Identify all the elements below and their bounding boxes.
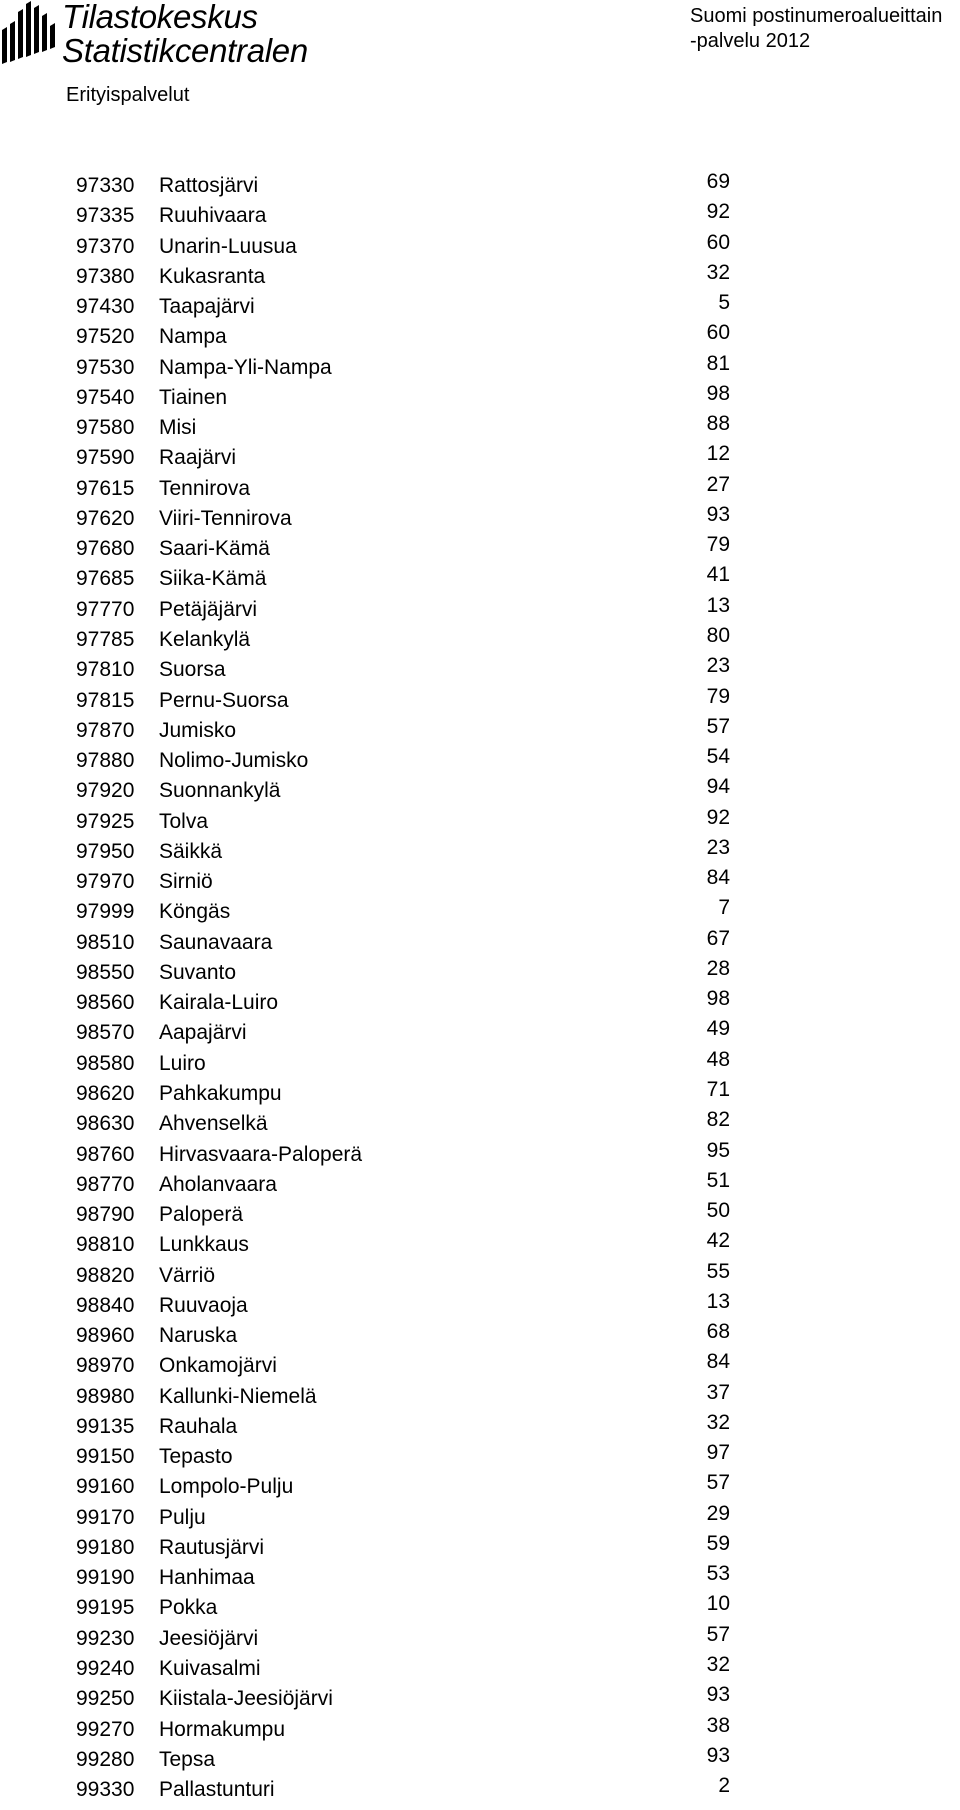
postal-code: 97925 [76,809,135,833]
table-row [0,1562,960,1596]
area-value: 28 [706,956,730,980]
postal-code: 97770 [76,597,135,621]
table-row [0,987,960,1021]
area-value: 32 [706,1653,730,1677]
postal-code: 99150 [76,1445,135,1469]
area-name: Kallunki-Niemelä [159,1384,317,1408]
postal-code: 98620 [76,1081,135,1105]
area-name: Kukasranta [159,264,266,288]
logo-line-finnish: Tilastokeskus [62,0,258,35]
table-row [0,321,960,355]
area-name: Petäjäjärvi [159,597,258,621]
area-value: 93 [706,1743,730,1767]
table-row [0,623,960,658]
area-name: Pahkakumpu [159,1081,282,1105]
postal-code: 98560 [76,991,135,1015]
area-value: 23 [706,654,730,678]
postal-code: 98550 [76,960,135,984]
table-row [0,1592,960,1626]
area-name: Unarin-Luusua [159,234,297,258]
area-name: Pallastunturi [159,1778,275,1802]
table-row [0,533,960,567]
postal-code-table [0,170,960,1808]
postal-code: 99170 [76,1505,135,1529]
table-row [0,563,960,597]
area-name: Aapajärvi [159,1021,247,1045]
postal-code: 99190 [76,1566,135,1590]
area-name: Tiainen [159,385,228,409]
logo-wordmark [62,0,308,68]
area-name: Tennirova [159,476,251,500]
area-value: 80 [706,623,730,647]
table-row [0,896,960,930]
area-value: 51 [706,1168,730,1192]
area-value: 13 [706,1289,730,1313]
table-row [0,1441,960,1475]
area-name: Ruuvaoja [159,1293,248,1317]
area-value: 53 [706,1562,730,1586]
table-row [0,1501,960,1536]
postal-code: 97785 [76,627,135,651]
area-value: 23 [706,835,730,859]
postal-code: 98790 [76,1203,135,1227]
area-name: Aholanvaara [159,1172,277,1196]
area-name: Onkamojärvi [159,1354,277,1378]
postal-code: 98970 [76,1354,135,1378]
area-name: Nampa-Yli-Nampa [159,355,332,379]
area-value: 48 [706,1047,730,1071]
area-name: Paloperä [159,1203,244,1227]
postal-code: 97920 [76,779,135,803]
postal-code: 98980 [76,1384,135,1408]
postal-code: 99250 [76,1687,135,1711]
postal-code: 99135 [76,1414,135,1438]
table-row [0,1622,960,1657]
area-name: Suorsa [159,658,226,682]
logo-line-swedish: Statistikcentralen [62,32,308,69]
table-row [0,1259,960,1294]
table-row [0,472,960,507]
table-row [0,1289,960,1324]
area-name: Tepasto [159,1445,233,1469]
table-row [0,1683,960,1717]
postal-code: 98840 [76,1293,135,1317]
area-value: 67 [706,926,730,950]
area-value: 94 [706,775,730,799]
area-value: 12 [706,442,730,466]
table-row [0,291,960,325]
table-row [0,412,960,446]
area-name: Lunkkaus [159,1233,249,1257]
area-value: 82 [706,1108,730,1132]
table-row [0,1410,960,1445]
area-name: Jeesiöjärvi [159,1626,259,1650]
area-name: Jumisko [159,718,237,742]
area-name: Rattosjärvi [159,174,259,197]
area-name: Hormakumpu [159,1717,286,1741]
area-name: Luiro [159,1051,206,1075]
area-name: Rautusjärvi [159,1535,265,1559]
area-name: Suonnankylä [159,779,281,803]
table-row [0,866,960,900]
area-value: 27 [706,472,730,496]
table-row [0,684,960,719]
area-name: Rauhala [159,1414,238,1438]
area-value: 93 [706,1683,730,1707]
table-row [0,745,960,779]
table-row [0,1320,960,1354]
postal-code: 99280 [76,1747,135,1771]
area-name: Tepsa [159,1747,216,1771]
postal-code: 97999 [76,900,135,924]
area-value: 38 [706,1713,730,1737]
table-row [0,200,960,234]
area-value: 79 [706,533,730,557]
table-row [0,1380,960,1415]
area-name: Saunavaara [159,930,273,954]
postal-code: 97815 [76,688,135,712]
area-value: 2 [718,1774,730,1798]
area-value: 60 [706,230,730,254]
area-value: 93 [706,502,730,526]
area-name: Taapajärvi [159,295,255,319]
postal-code: 97520 [76,325,135,349]
area-name: Hanhimaa [159,1566,255,1590]
area-name: Ahvenselkä [159,1112,268,1136]
table-row [0,1229,960,1263]
area-value: 98 [706,987,730,1011]
area-name: Raajärvi [159,446,237,470]
postal-code: 99180 [76,1535,135,1559]
postal-code: 97370 [76,234,135,258]
area-name: Kuivasalmi [159,1657,261,1681]
table-row [0,1168,960,1203]
postal-code: 97380 [76,264,135,288]
postal-code: 99230 [76,1626,135,1650]
area-value: 57 [706,1622,730,1646]
area-value: 37 [706,1380,730,1404]
area-value: 92 [706,200,730,224]
area-value: 69 [706,170,730,193]
table-row [0,381,960,416]
postal-code: 97950 [76,839,135,863]
table-row [0,1713,960,1748]
area-value: 79 [706,684,730,708]
area-name: Säikkä [159,839,223,863]
area-value: 95 [706,1138,730,1162]
postal-code: 97335 [76,204,135,228]
area-value: 92 [706,805,730,829]
area-value: 5 [718,291,730,315]
table-row [0,1653,960,1687]
table-row [0,1138,960,1173]
postal-code: 97970 [76,870,135,894]
section-label: Erityispalvelut [66,84,190,106]
postal-code: 98510 [76,930,135,954]
area-name: Värriö [159,1263,216,1287]
table-row [0,805,960,840]
area-name: Kairala-Luiro [159,991,279,1015]
postal-code: 98960 [76,1324,135,1348]
postal-code: 99330 [76,1778,135,1802]
table-row [0,1108,960,1142]
postal-code: 97685 [76,567,135,591]
area-value: 81 [706,351,730,375]
area-value: 55 [706,1259,730,1283]
area-name: Nampa [159,325,227,349]
area-name: Suvanto [159,960,237,984]
area-value: 88 [706,412,730,436]
postal-code: 97540 [76,385,135,409]
postal-code: 98570 [76,1021,135,1045]
postal-code: 99240 [76,1657,135,1681]
postal-code: 99270 [76,1717,135,1741]
area-value: 13 [706,593,730,617]
area-name: Saari-Kämä [159,537,270,561]
postal-code: 97870 [76,718,135,742]
area-name: Tolva [159,809,209,833]
table-row [0,1077,960,1112]
table-row [0,442,960,476]
area-value: 42 [706,1229,730,1253]
area-name: Kiistala-Jeesiöjärvi [159,1687,333,1711]
area-value: 50 [706,1199,730,1223]
area-value: 41 [706,563,730,587]
postal-code: 97810 [76,658,135,682]
area-value: 68 [706,1320,730,1344]
table-row [0,1531,960,1566]
postal-code: 97680 [76,537,135,561]
postal-code: 97590 [76,446,135,470]
table-row [0,1743,960,1778]
postal-code: 97430 [76,295,135,319]
document-title-line-1: Suomi postinumeroalueittain [690,5,943,27]
table-row [0,260,960,295]
postal-code: 98770 [76,1172,135,1196]
area-value: 60 [706,321,730,345]
postal-code: 99160 [76,1475,135,1499]
table-row [0,714,960,749]
area-name: Misi [159,416,197,440]
area-name: Kelankylä [159,627,251,651]
postal-code: 98820 [76,1263,135,1287]
area-value: 84 [706,1350,730,1374]
table-row [0,1350,960,1384]
postal-code: 98810 [76,1233,135,1257]
area-value: 7 [718,896,730,920]
table-row [0,1199,960,1233]
postal-code: 97530 [76,355,135,379]
area-name: Siika-Kämä [159,567,267,591]
area-name: Pokka [159,1596,218,1620]
logo-bars-icon [0,0,58,76]
area-value: 57 [706,1471,730,1495]
postal-code: 99195 [76,1596,135,1620]
area-name: Pernu-Suorsa [159,688,289,712]
table-row [0,593,960,628]
area-name: Pulju [159,1505,206,1529]
postal-code: 97580 [76,416,135,440]
table-row [0,230,960,265]
table-row [0,956,960,991]
area-value: 29 [706,1501,730,1525]
statistics-finland-logo [0,0,330,76]
document-title-line-2: -palvelu 2012 [690,30,811,52]
table-row [0,926,960,961]
table-row [0,502,960,537]
area-name: Köngäs [159,900,231,924]
area-value: 84 [706,866,730,890]
area-value: 49 [706,1017,730,1041]
document-title [690,4,942,54]
table-row [0,775,960,809]
postal-code: 98630 [76,1112,135,1136]
table-row [0,654,960,688]
area-name: Nolimo-Jumisko [159,749,309,773]
table-row [0,835,960,870]
postal-code: 98760 [76,1142,135,1166]
area-value: 71 [706,1077,730,1101]
area-value: 54 [706,745,730,769]
table-row [0,1471,960,1505]
area-name: Ruuhivaara [159,204,267,228]
area-value: 98 [706,381,730,405]
area-value: 10 [706,1592,730,1616]
postal-code: 97880 [76,749,135,773]
table-row [0,1774,960,1808]
table-row [0,1047,960,1082]
area-value: 32 [706,260,730,284]
postal-code: 97620 [76,506,135,530]
table-row [0,1017,960,1051]
table-row [0,351,960,386]
area-name: Sirniö [159,870,213,894]
postal-code: 97330 [76,174,135,197]
area-name: Naruska [159,1324,238,1348]
area-name: Hirvasvaara-Paloperä [159,1142,363,1166]
postal-code: 97615 [76,476,135,500]
postal-code: 98580 [76,1051,135,1075]
area-name: Lompolo-Pulju [159,1475,294,1499]
area-value: 97 [706,1441,730,1465]
area-name: Viiri-Tennirova [159,506,292,530]
area-value: 59 [706,1531,730,1555]
table-row [0,170,960,204]
area-value: 32 [706,1410,730,1434]
area-value: 57 [706,714,730,738]
